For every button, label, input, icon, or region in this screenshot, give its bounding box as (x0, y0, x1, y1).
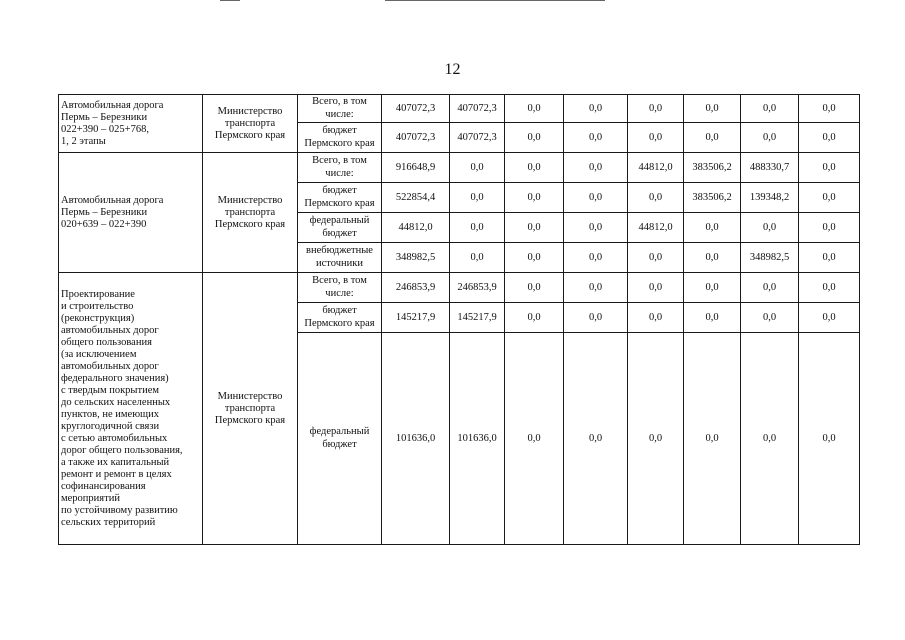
value-cell: 348982,5 (382, 243, 450, 273)
value-cell: 0,0 (799, 95, 860, 123)
value-cell: 0,0 (505, 333, 564, 545)
value-cell: 383506,2 (684, 153, 741, 183)
value-cell: 44812,0 (382, 213, 450, 243)
value-cell: 0,0 (505, 153, 564, 183)
value-cell: 0,0 (564, 303, 628, 333)
value-cell: 0,0 (564, 243, 628, 273)
value-cell: 0,0 (628, 123, 684, 153)
financing-table (58, 94, 860, 545)
value-cell: 0,0 (684, 243, 741, 273)
responsible-org-cell: Министерство транспорта Пермского края (203, 153, 298, 273)
value-cell: 407072,3 (450, 123, 505, 153)
page-number: 12 (444, 61, 461, 78)
value-cell: 0,0 (450, 183, 505, 213)
value-cell: 522854,4 (382, 183, 450, 213)
value-cell: 0,0 (741, 95, 799, 123)
value-cell: 246853,9 (382, 273, 450, 303)
value-cell: 0,0 (450, 243, 505, 273)
value-cell: 0,0 (684, 273, 741, 303)
value-cell: 0,0 (564, 213, 628, 243)
value-cell: 0,0 (564, 95, 628, 123)
funding-source-cell: федеральный бюджет (298, 213, 382, 243)
object-name-cell: Автомобильная дорога Пермь – Березники 022+390 – 025+768, 1, 2 этапы (59, 95, 203, 153)
funding-source-cell: Всего, в том числе: (298, 95, 382, 123)
value-cell: 101636,0 (382, 333, 450, 545)
value-cell: 0,0 (799, 243, 860, 273)
value-cell: 0,0 (741, 123, 799, 153)
top-edge-line-right (385, 0, 605, 1)
value-cell: 0,0 (799, 183, 860, 213)
value-cell: 0,0 (450, 213, 505, 243)
top-edge-line-left (220, 0, 240, 1)
value-cell: 0,0 (564, 333, 628, 545)
value-cell: 0,0 (799, 213, 860, 243)
value-cell: 0,0 (799, 333, 860, 545)
value-cell: 0,0 (799, 273, 860, 303)
table-row (59, 153, 860, 183)
value-cell: 407072,3 (382, 95, 450, 123)
value-cell: 0,0 (741, 303, 799, 333)
table-row (59, 95, 860, 123)
value-cell: 488330,7 (741, 153, 799, 183)
funding-source-cell: бюджет Пермского края (298, 303, 382, 333)
value-cell: 0,0 (505, 213, 564, 243)
value-cell: 0,0 (799, 303, 860, 333)
value-cell: 0,0 (505, 303, 564, 333)
value-cell: 145217,9 (382, 303, 450, 333)
object-name-cell: Проектирование и строительство (реконструкция) автомобильных дорог общего пользования (за исключением автомобильных дорог федерального значения) с твердым покрытием до сельских населенных пунктов, не имеющих круглогодичной связи с сетью автомобильных дорог общего пользования, а также их капитальный ремонт и ремонт в целях софинансирования мероприятий по устойчивому развитию сельских территорий (59, 273, 203, 545)
value-cell: 0,0 (684, 333, 741, 545)
value-cell: 0,0 (628, 303, 684, 333)
value-cell: 44812,0 (628, 153, 684, 183)
responsible-org-cell: Министерство транспорта Пермского края (203, 95, 298, 153)
funding-source-cell: внебюджетные источники (298, 243, 382, 273)
funding-source-cell: бюджет Пермского края (298, 183, 382, 213)
funding-source-cell: Всего, в том числе: (298, 273, 382, 303)
value-cell: 0,0 (684, 123, 741, 153)
value-cell: 407072,3 (382, 123, 450, 153)
value-cell: 101636,0 (450, 333, 505, 545)
funding-source-cell: Всего, в том числе: (298, 153, 382, 183)
value-cell: 0,0 (505, 123, 564, 153)
value-cell: 0,0 (564, 183, 628, 213)
value-cell: 0,0 (628, 95, 684, 123)
value-cell: 383506,2 (684, 183, 741, 213)
object-name-cell: Автомобильная дорога Пермь – Березники 020+639 – 022+390 (59, 153, 203, 273)
value-cell: 0,0 (564, 153, 628, 183)
value-cell: 44812,0 (628, 213, 684, 243)
value-cell: 0,0 (450, 153, 505, 183)
value-cell: 0,0 (505, 273, 564, 303)
value-cell: 145217,9 (450, 303, 505, 333)
value-cell: 0,0 (799, 153, 860, 183)
responsible-org-cell: Министерство транспорта Пермского края (203, 273, 298, 545)
table-row (59, 273, 860, 303)
value-cell: 0,0 (505, 243, 564, 273)
value-cell: 0,0 (799, 123, 860, 153)
value-cell: 0,0 (505, 95, 564, 123)
funding-source-cell: бюджет Пермского края (298, 123, 382, 153)
value-cell: 0,0 (628, 333, 684, 545)
value-cell: 348982,5 (741, 243, 799, 273)
value-cell: 0,0 (628, 183, 684, 213)
value-cell: 139348,2 (741, 183, 799, 213)
value-cell: 0,0 (564, 123, 628, 153)
value-cell: 0,0 (564, 273, 628, 303)
value-cell: 0,0 (741, 333, 799, 545)
value-cell: 0,0 (505, 183, 564, 213)
value-cell: 916648,9 (382, 153, 450, 183)
value-cell: 0,0 (684, 213, 741, 243)
value-cell: 246853,9 (450, 273, 505, 303)
value-cell: 0,0 (628, 273, 684, 303)
value-cell: 0,0 (628, 243, 684, 273)
funding-source-cell: федеральный бюджет (298, 333, 382, 545)
value-cell: 0,0 (741, 273, 799, 303)
value-cell: 0,0 (684, 303, 741, 333)
value-cell: 0,0 (684, 95, 741, 123)
value-cell: 407072,3 (450, 95, 505, 123)
value-cell: 0,0 (741, 213, 799, 243)
